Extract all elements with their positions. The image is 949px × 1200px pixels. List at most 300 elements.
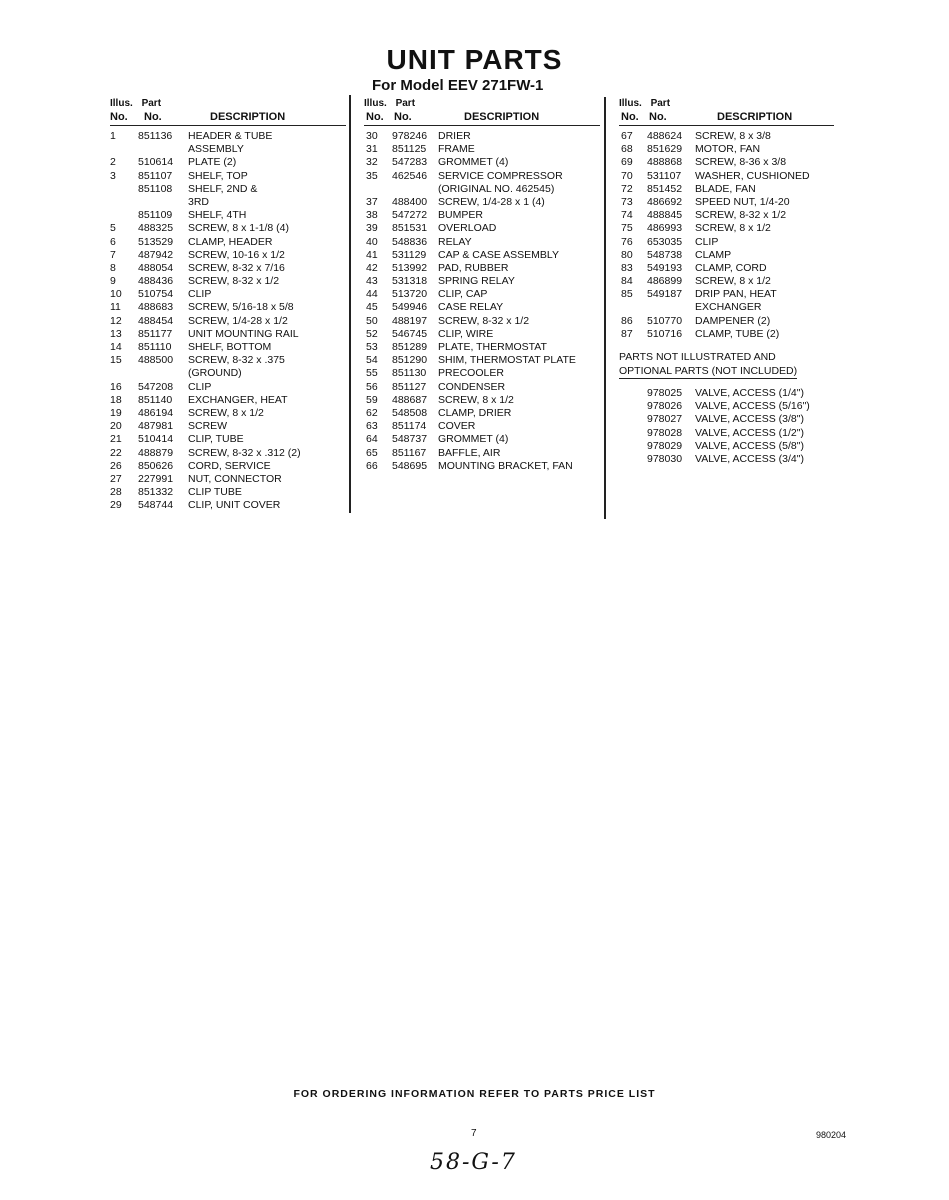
illus-number: 83: [621, 261, 633, 274]
column-header-top: [619, 97, 834, 110]
optional-part-row: [619, 453, 834, 466]
part-number: 548744: [138, 499, 174, 512]
illus-number: 45: [366, 301, 378, 314]
part-row: [619, 328, 834, 341]
illus-number: 65: [366, 446, 378, 459]
part-description: CASE RELAY: [438, 301, 504, 314]
part-description: VALVE, ACCESS (3/4"): [695, 452, 804, 465]
part-row: [110, 486, 346, 499]
part-number: 851125: [392, 143, 427, 156]
part-description: UNIT MOUNTING RAIL: [188, 327, 299, 340]
parts-list-3: [619, 130, 834, 341]
part-number: 851452: [647, 182, 683, 195]
no-label: No.: [621, 111, 639, 123]
part-row: [364, 130, 600, 143]
part-description: VALVE, ACCESS (1/2"): [695, 426, 804, 439]
part-number: 488325: [138, 222, 174, 235]
column-header-top: [110, 97, 346, 110]
not-illustrated-heading-1: PARTS NOT ILLUSTRATED AND: [619, 351, 776, 363]
part-number: 978025: [647, 387, 683, 399]
part-row: [110, 433, 346, 446]
part-number: 851290: [392, 354, 428, 367]
parts-column-2: [364, 97, 600, 473]
part-number: 549193: [647, 261, 683, 274]
illus-number: 68: [621, 143, 633, 156]
part-description: SCREW, 8 x 1/2: [188, 406, 264, 419]
illus-number: 8: [110, 261, 116, 274]
part-description: CLIP, CAP: [438, 288, 488, 301]
part-row: [619, 156, 834, 169]
part-row: [364, 354, 600, 367]
illus-number: 63: [366, 420, 378, 433]
part-row: [110, 367, 346, 380]
part-row: [364, 209, 600, 222]
part-description: (GROUND): [188, 367, 242, 380]
part-description: SPEED NUT, 1/4-20: [695, 195, 790, 208]
part-row: [364, 249, 600, 262]
part-description: RELAY: [438, 235, 472, 248]
part-number: 851109: [138, 209, 173, 222]
part-description: SCREW, 10-16 x 1/2: [188, 248, 285, 261]
illus-number: 27: [110, 472, 122, 485]
part-row: [619, 209, 834, 222]
part-description: OVERLOAD: [438, 222, 497, 235]
part-row: [364, 447, 600, 460]
part-number: 513992: [392, 261, 428, 274]
part-description: NUT, CONNECTOR: [188, 472, 282, 485]
part-number: 850626: [138, 459, 174, 472]
part-number: 547283: [392, 156, 428, 169]
part-description: EXCHANGER: [695, 301, 762, 314]
part-description: CORD, SERVICE: [188, 459, 271, 472]
illus-label: Illus.: [110, 98, 133, 109]
part-description: SCREW: [188, 420, 228, 433]
part-description: CLIP: [188, 288, 212, 301]
part-row: [110, 236, 346, 249]
part-row: [619, 170, 834, 183]
part-description: VALVE, ACCESS (3/8"): [695, 413, 804, 426]
part-description: CLAMP, HEADER: [188, 235, 273, 248]
illus-number: 54: [366, 354, 378, 367]
column-header-top: [364, 97, 600, 110]
illus-number: 35: [366, 169, 378, 182]
part-row: [619, 143, 834, 156]
illus-number: 38: [366, 209, 378, 222]
part-number: 978030: [647, 452, 683, 465]
part-label: Part: [650, 98, 671, 109]
part-row: [110, 460, 346, 473]
part-number: 488845: [647, 209, 683, 222]
part-row: [619, 275, 834, 288]
not-illustrated-section: [619, 351, 834, 466]
part-description: EXCHANGER, HEAT: [188, 393, 288, 406]
part-description: CLAMP: [695, 248, 732, 261]
part-row: [110, 447, 346, 460]
part-number: 851629: [647, 143, 683, 156]
illus-number: 14: [110, 341, 122, 353]
part-description: PLATE (2): [188, 156, 237, 169]
part-label: Part: [141, 98, 162, 109]
part-description: COVER: [438, 420, 476, 433]
part-number: 851136: [138, 130, 173, 142]
part-description: WASHER, CUSHIONED: [695, 169, 810, 182]
part-number: 851167: [392, 446, 427, 459]
illus-number: 40: [366, 235, 378, 248]
optional-part-row: [619, 387, 834, 400]
description-label: DESCRIPTION: [464, 111, 540, 123]
part-description: SCREW, 8 x 1/2: [695, 275, 771, 288]
part-number: 851127: [392, 380, 427, 393]
illus-number: 13: [110, 327, 122, 340]
illus-number: 52: [366, 327, 378, 340]
illus-number: 18: [110, 393, 122, 406]
part-description: GROMMET (4): [438, 433, 509, 446]
illus-number: 59: [366, 393, 378, 406]
illus-number: 67: [621, 130, 633, 142]
illus-number: 50: [366, 314, 378, 327]
part-number: 486194: [138, 406, 174, 419]
illus-number: 1: [110, 130, 116, 142]
part-description: SERVICE COMPRESSOR: [438, 169, 563, 182]
part-row: [110, 156, 346, 169]
part-row: [364, 183, 600, 196]
part-row: [619, 262, 834, 275]
illus-number: 42: [366, 261, 378, 274]
part-number: 851110: [138, 341, 172, 353]
column-header-bottom: [619, 110, 834, 126]
part-row: [364, 394, 600, 407]
column-divider-2: [604, 97, 606, 519]
part-row: [364, 381, 600, 394]
not-illustrated-heading-2: OPTIONAL PARTS (NOT INCLUDED): [619, 365, 797, 380]
part-no-label: No.: [649, 111, 667, 123]
part-description: SHELF, BOTTOM: [188, 341, 272, 353]
part-description: SHELF, 4TH: [188, 209, 247, 222]
part-number: 549946: [392, 301, 428, 314]
part-description: SCREW, 8-32 x 1/2: [695, 209, 787, 222]
part-number: 978027: [647, 413, 683, 426]
part-number: 488436: [138, 275, 174, 288]
part-row: [110, 196, 346, 209]
illus-number: 66: [366, 459, 378, 472]
part-row: [110, 301, 346, 314]
illus-number: 30: [366, 130, 378, 142]
part-number: 547272: [392, 209, 428, 222]
part-number: 851108: [138, 182, 173, 195]
part-description: VALVE, ACCESS (5/16"): [695, 400, 810, 413]
part-description: SCREW, 8 x 1/2: [438, 393, 514, 406]
illus-number: 75: [621, 222, 633, 235]
part-description: SCREW, 8-36 x 3/8: [695, 156, 787, 169]
part-number: 488197: [392, 314, 428, 327]
part-row: [364, 156, 600, 169]
illus-number: 44: [366, 288, 378, 301]
part-description: SHELF, TOP: [188, 169, 248, 182]
part-row: [619, 249, 834, 262]
parts-list-1: [110, 130, 346, 512]
part-row: [110, 170, 346, 183]
part-row: [110, 315, 346, 328]
part-row: [110, 354, 346, 367]
part-row: [110, 222, 346, 235]
part-row: [364, 301, 600, 314]
part-number: 510716: [647, 327, 683, 340]
part-number: 531107: [647, 169, 682, 182]
part-description: SCREW, 1/4-28 x 1/2: [188, 314, 288, 327]
part-description: CLIP TUBE: [188, 486, 242, 499]
description-label: DESCRIPTION: [210, 111, 286, 123]
part-description: CLIP: [188, 380, 212, 393]
part-row: [110, 183, 346, 196]
optional-part-row: [619, 427, 834, 440]
description-label: DESCRIPTION: [717, 111, 793, 123]
part-row: [364, 433, 600, 446]
illus-label: Illus.: [364, 98, 387, 109]
illus-number: 7: [110, 248, 116, 261]
illus-number: 9: [110, 275, 116, 288]
document-number: 980204: [816, 1130, 847, 1140]
part-number: 978029: [647, 439, 683, 452]
illus-number: 84: [621, 275, 633, 288]
illus-number: 31: [366, 143, 378, 156]
part-number: 488500: [138, 354, 174, 367]
part-description: SCREW, 8-32 x .312 (2): [188, 446, 301, 459]
page-title: UNIT PARTS: [386, 44, 563, 75]
part-number: 851107: [138, 169, 173, 182]
part-number: 978028: [647, 426, 683, 439]
part-number: 513529: [138, 235, 174, 248]
optional-parts-list: [619, 387, 834, 466]
part-number: 548695: [392, 459, 428, 472]
part-label: Part: [395, 98, 416, 109]
part-description: CONDENSER: [438, 380, 506, 393]
illus-number: 10: [110, 288, 122, 301]
part-description: CLAMP, TUBE (2): [695, 327, 780, 340]
part-row: [364, 460, 600, 473]
illus-number: 73: [621, 195, 633, 208]
illus-number: 53: [366, 341, 378, 353]
illus-number: 37: [366, 195, 378, 208]
illus-number: 64: [366, 433, 378, 446]
part-row: [364, 222, 600, 235]
part-number: 462546: [392, 169, 428, 182]
part-number: 488624: [647, 130, 683, 142]
part-description: BUMPER: [438, 209, 483, 222]
part-row: [364, 170, 600, 183]
part-description: SHIM, THERMOSTAT PLATE: [438, 354, 576, 367]
part-row: [110, 143, 346, 156]
part-number: 510754: [138, 288, 174, 301]
part-row: [364, 328, 600, 341]
part-description: MOUNTING BRACKET, FAN: [438, 459, 573, 472]
part-description: SPRING RELAY: [438, 275, 515, 288]
part-number: 488879: [138, 446, 174, 459]
part-description: DRIP PAN, HEAT: [695, 288, 777, 301]
part-number: 549187: [647, 288, 683, 301]
part-number: 978246: [392, 130, 428, 142]
part-row: [364, 143, 600, 156]
part-row: [364, 420, 600, 433]
part-row: [110, 420, 346, 433]
part-no-label: No.: [394, 111, 412, 123]
part-row: [110, 499, 346, 512]
illus-number: 86: [621, 314, 633, 327]
illus-number: 72: [621, 182, 633, 195]
part-number: 488454: [138, 314, 174, 327]
part-description: DAMPENER (2): [695, 314, 771, 327]
illus-number: 69: [621, 156, 633, 169]
part-row: [364, 275, 600, 288]
part-description: HEADER & TUBE: [188, 130, 273, 142]
illus-number: 80: [621, 248, 633, 261]
part-description: FRAME: [438, 143, 475, 156]
no-label: No.: [110, 111, 128, 123]
part-description: VALVE, ACCESS (1/4"): [695, 387, 804, 399]
illus-number: 32: [366, 156, 378, 169]
part-row: [110, 130, 346, 143]
part-description: GROMMET (4): [438, 156, 509, 169]
part-description: ASSEMBLY: [188, 143, 244, 156]
illus-number: 28: [110, 486, 122, 499]
part-number: 510770: [647, 314, 683, 327]
illus-number: 56: [366, 380, 378, 393]
part-row: [110, 288, 346, 301]
part-number: 546745: [392, 327, 428, 340]
model-subtitle: For Model EEV 271FW-1: [372, 77, 544, 94]
part-row: [619, 288, 834, 301]
part-row: [619, 183, 834, 196]
column-header-bottom: [364, 110, 600, 126]
part-number: 227991: [138, 472, 174, 485]
part-row: [110, 381, 346, 394]
part-description: SCREW, 8-32 x .375: [188, 354, 285, 367]
part-number: 548737: [392, 433, 428, 446]
part-number: 851332: [138, 486, 174, 499]
part-number: 548508: [392, 406, 428, 419]
part-description: SCREW, 8-32 x 7/16: [188, 261, 285, 274]
column-divider-1: [349, 95, 351, 513]
parts-column-1: [110, 97, 346, 512]
part-row: [110, 328, 346, 341]
illus-number: 87: [621, 327, 633, 340]
no-label: No.: [366, 111, 384, 123]
part-row: [364, 367, 600, 380]
optional-part-row: [619, 440, 834, 453]
part-description: BAFFLE, AIR: [438, 446, 501, 459]
illus-number: 43: [366, 275, 378, 288]
illus-number: 12: [110, 314, 122, 327]
part-number: 851177: [138, 327, 173, 340]
page-number: 7: [471, 1128, 477, 1139]
part-row: [110, 341, 346, 354]
illus-number: 16: [110, 380, 122, 393]
part-number: 488687: [392, 393, 428, 406]
part-number: 486692: [647, 195, 683, 208]
illus-number: 29: [110, 499, 122, 512]
part-description: VALVE, ACCESS (5/8"): [695, 439, 804, 452]
part-row: [110, 394, 346, 407]
illus-label: Illus.: [619, 98, 642, 109]
handwritten-note: 58-G-7: [430, 1150, 517, 1175]
illus-number: 6: [110, 235, 116, 248]
part-row: [364, 288, 600, 301]
part-number: 510414: [138, 433, 174, 446]
part-number: 488400: [392, 195, 428, 208]
part-number: 488683: [138, 301, 174, 314]
part-row: [619, 301, 834, 314]
illus-number: 2: [110, 156, 116, 169]
illus-number: 70: [621, 169, 633, 182]
part-number: 653035: [647, 235, 683, 248]
part-description: CLIP, WIRE: [438, 327, 494, 340]
illus-number: 55: [366, 367, 378, 380]
parts-list-2: [364, 130, 600, 473]
part-row: [619, 222, 834, 235]
illus-number: 11: [110, 301, 121, 314]
part-number: 488054: [138, 261, 174, 274]
part-row: [110, 249, 346, 262]
part-number: 851531: [392, 222, 428, 235]
part-no-label: No.: [144, 111, 162, 123]
part-number: 851289: [392, 341, 428, 353]
part-description: CLIP, TUBE: [188, 433, 244, 446]
part-number: 851174: [392, 420, 427, 433]
part-row: [364, 407, 600, 420]
illus-number: 41: [366, 248, 378, 261]
illus-number: 5: [110, 222, 116, 235]
part-row: [619, 236, 834, 249]
part-row: [110, 473, 346, 486]
part-number: 548738: [647, 248, 683, 261]
part-description: SHELF, 2ND &: [188, 182, 258, 195]
part-description: SCREW, 8-32 x 1/2: [188, 275, 280, 288]
part-row: [364, 315, 600, 328]
part-row: [110, 275, 346, 288]
part-number: 487981: [138, 420, 174, 433]
part-description: CLIP, UNIT COVER: [188, 499, 281, 512]
part-row: [364, 236, 600, 249]
optional-part-row: [619, 400, 834, 413]
part-description: CAP & CASE ASSEMBLY: [438, 248, 559, 261]
part-number: 851130: [392, 367, 427, 380]
part-description: PRECOOLER: [438, 367, 504, 380]
part-description: 3RD: [188, 195, 210, 208]
part-description: CLAMP, CORD: [695, 261, 767, 274]
illus-number: 85: [621, 288, 633, 301]
part-row: [619, 130, 834, 143]
part-row: [364, 262, 600, 275]
part-description: CLIP: [695, 235, 719, 248]
part-row: [110, 407, 346, 420]
part-number: 488868: [647, 156, 683, 169]
column-header-bottom: [110, 110, 346, 126]
part-description: SCREW, 8-32 x 1/2: [438, 314, 530, 327]
part-number: 547208: [138, 380, 174, 393]
illus-number: 22: [110, 446, 122, 459]
part-row: [364, 341, 600, 354]
illus-number: 19: [110, 406, 122, 419]
part-description: BLADE, FAN: [695, 182, 756, 195]
part-row: [619, 315, 834, 328]
part-description: DRIER: [438, 130, 471, 142]
parts-column-3: [619, 97, 834, 466]
illus-number: 20: [110, 420, 122, 433]
part-row: [364, 196, 600, 209]
part-description: CLAMP, DRIER: [438, 406, 512, 419]
illus-number: 15: [110, 354, 122, 367]
part-number: 548836: [392, 235, 428, 248]
illus-number: 74: [621, 209, 633, 222]
